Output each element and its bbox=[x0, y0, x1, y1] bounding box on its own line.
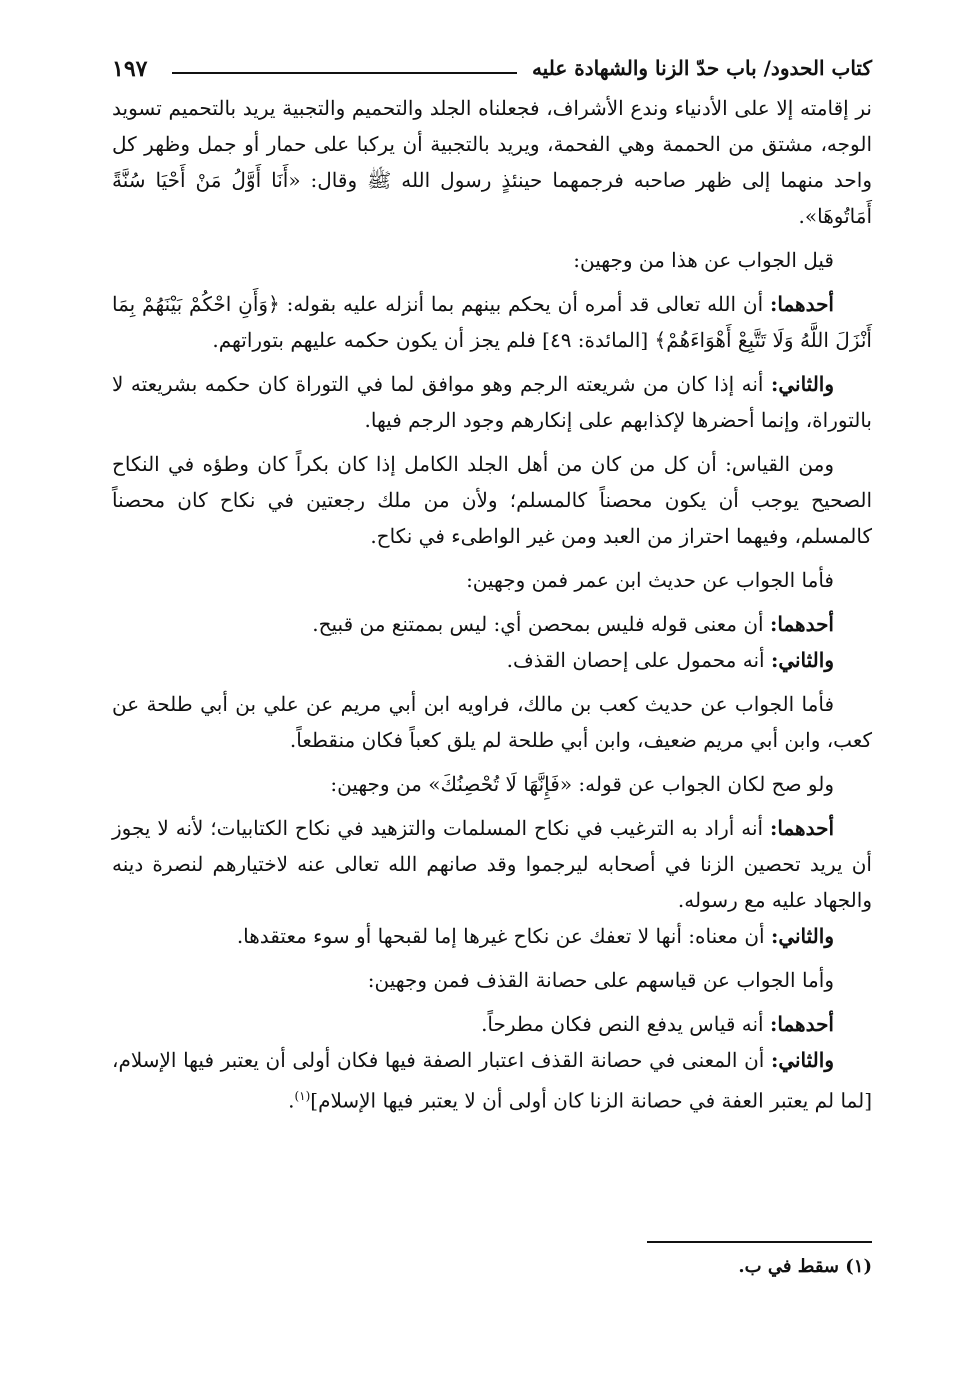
paragraph bbox=[112, 962, 872, 998]
paragraph bbox=[112, 562, 872, 598]
point-label: أحدهما: bbox=[769, 292, 834, 316]
footnote-rule bbox=[647, 1241, 872, 1243]
paragraph bbox=[112, 90, 872, 234]
paragraph-text: وأما الجواب عن قياسهم على حصانة القذف فمن وجهين: bbox=[367, 968, 834, 992]
footnote-marker: (١) bbox=[294, 1089, 311, 1103]
point-label: والثاني: bbox=[770, 372, 835, 396]
paragraph-text: أنه أراد به الترغيب في نكاح المسلمات والتزهيد في نكاح الكتابيات؛ لأنه لا يجوز أن يريد تحصين الزنا في أصحابه ليرجموا وقد صانهم الله تعالى عنه لاختيارهم لنصرة دينه والجهاد عليه مع رسوله. bbox=[112, 816, 872, 912]
paragraph-text: فأما الجواب عن حديث ابن عمر فمن وجهين: bbox=[466, 568, 834, 592]
paragraph-text: ولو صح لكان الجواب عن قوله: «فَإِنَّهَا لَا تُحْصِنُكَ» من وجهين: bbox=[330, 772, 834, 796]
paragraph-text: أن معناه: أنها لا تعفك عن نكاح غيرها إما لقبحها أو سوء معتقدها. bbox=[236, 924, 765, 948]
body-text bbox=[112, 90, 872, 1119]
footnote: (١) سقط في ب. bbox=[738, 1256, 872, 1277]
page bbox=[112, 54, 872, 1277]
paragraph bbox=[112, 642, 872, 678]
paragraph bbox=[112, 242, 872, 278]
point-label: والثاني: bbox=[770, 648, 834, 672]
paragraph bbox=[112, 686, 872, 758]
paragraph-text: أنه قياس يدفع النص فكان مطرحاً. bbox=[481, 1012, 764, 1036]
paragraph-text: أنه إذا كان من شريعته الرجم وهو موافق لما في التوراة كان حكمه بشريعته لا بالتوراة، وإنما أحضرها لإكذابهم على إنكارهم وجود الرجم فيها. bbox=[112, 372, 872, 432]
point-label: أحدهما: bbox=[769, 1012, 834, 1036]
paragraph bbox=[112, 918, 872, 954]
point-label: أحدهما: bbox=[769, 612, 834, 636]
paragraph-text: أنه محمول على إحصان القذف. bbox=[506, 648, 765, 672]
paragraph-text: أن الله تعالى قد أمره أن يحكم بينهم بما أنزله عليه بقوله: ﴿وَأَنِ احْكُمْ بَيْنَهُمْ بِمَا أَنْزَلَ اللَّهُ وَلَا تَتَّبِعْ أَهْوَاءَهُمْ﴾ [المائدة: ٤٩] فلم يجز أن يكون حكمه عليهم بتوراتهم. bbox=[112, 292, 872, 352]
paragraph-text: نر إقامته إلا على الأدنياء وندع الأشراف، فجعلناه الجلد والتحميم والتجبية يريد بالتحميم تسويد الوجه، مشتق من الحممة وهي الفحمة، ويريد بالتجبية أن يركبا على حمار أو جمل وظهر كل واحد منهما إلى ظهر صاحبه فرجمهما حينئذٍ رسول الله ﷺ وقال: «أَنَا أَوَّلُ مَنْ أَحْيَا سُنَّةً أَمَاتُوهَا». bbox=[112, 96, 872, 228]
paragraph-text: أن المعنى في حصانة القذف اعتبار الصفة فيها فكان أولى أن يعتبر فيها الإسلام، [لما لم يعتبر العفة في حصانة الزنا كان أولى أن لا يعتبر فيها الإسلام] bbox=[112, 1048, 872, 1113]
paragraph-text: فأما الجواب عن حديث كعب بن مالك، فراويه ابن أبي مريم عن علي بن أبي طلحة عن كعب، وابن أبي مريم ضعيف، وابن أبي طلحة لم يلق كعباً فكان منقطعاً. bbox=[112, 692, 872, 752]
header-title: كتاب الحدود/ باب حدّ الزنا والشهادة عليه bbox=[531, 56, 872, 80]
running-header bbox=[112, 54, 872, 90]
paragraph bbox=[112, 810, 872, 918]
paragraph bbox=[112, 1006, 872, 1042]
paragraph-text: ومن القياس: أن كل من كان من أهل الجلد الكامل إذا كان بكراً كان وطؤه في النكاح الصحيح يوجب أن يكون محصناً كالمسلم؛ ولأن من ملك رجعتين في نكاح كان محصناً كالمسلم، وفيهما احتراز من العبد ومن غير الواطىء في نكاح. bbox=[112, 452, 872, 548]
paragraph bbox=[112, 606, 872, 642]
paragraph bbox=[112, 446, 872, 554]
paragraph bbox=[112, 286, 872, 358]
paragraph bbox=[112, 366, 872, 438]
point-label: أحدهما: bbox=[770, 816, 835, 840]
page-number: ١٩٧ bbox=[112, 56, 148, 82]
paragraph-text: قيل الجواب عن هذا من وجهين: bbox=[573, 248, 834, 272]
point-label: والثاني: bbox=[770, 924, 834, 948]
paragraph bbox=[112, 766, 872, 802]
header-rule bbox=[172, 72, 517, 74]
paragraph: والثاني: أن المعنى في حصانة القذف اعتبار الصفة فيها فكان أولى أن يعتبر فيها الإسلام، [لما لم يعتبر العفة في حصانة الزنا كان أولى أن لا يعتبر فيها الإسلام]$^{(١)}$. bbox=[112, 1048, 872, 1113]
point-label: والثاني: bbox=[770, 1048, 834, 1072]
paragraph-text: أن معنى قوله فليس بمحصن أي: ليس بممتنع من قبيح. bbox=[312, 612, 764, 636]
